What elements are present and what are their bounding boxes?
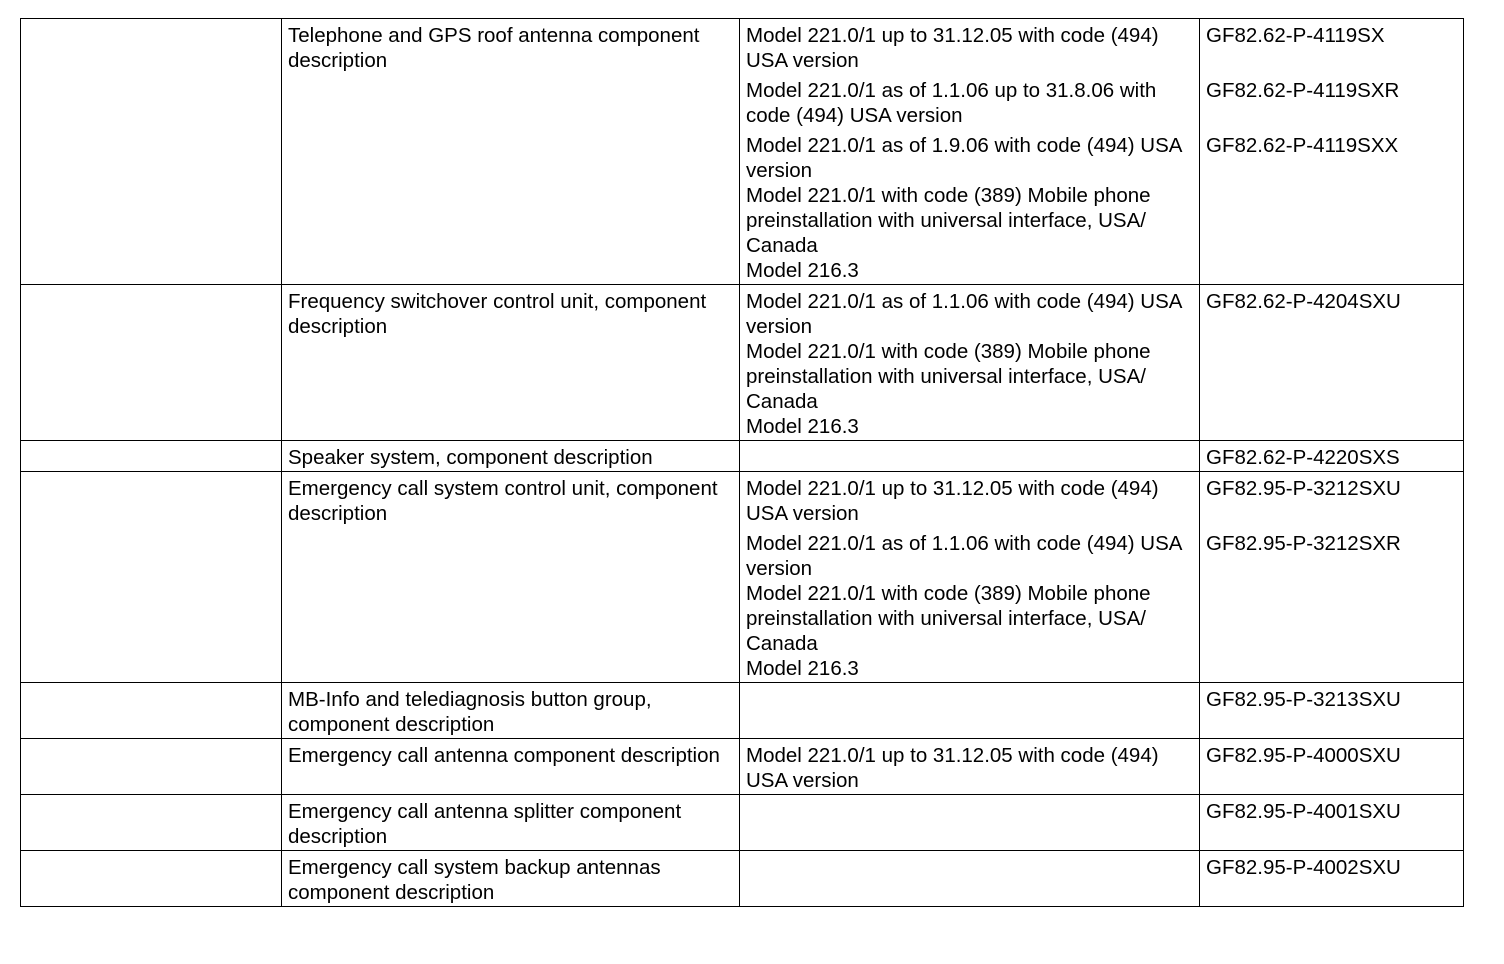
validity-cell [740, 795, 1200, 851]
document-number[interactable]: GF82.95-P-3212SXU [1206, 477, 1401, 500]
empty-cell [21, 19, 282, 285]
validity-cell [740, 851, 1200, 907]
validity-text: Model 221.0/1 as of 1.1.06 with code (494) USA version [746, 290, 1182, 338]
component-name-cell [282, 851, 740, 907]
component-name-cell [282, 19, 740, 285]
document-number[interactable]: GF82.95-P-4000SXU [1206, 744, 1401, 767]
empty-cell [21, 739, 282, 795]
component-name-cell [282, 441, 740, 472]
validity-cell [740, 441, 1200, 472]
document-number[interactable]: GF82.95-P-3212SXR [1206, 532, 1401, 555]
document-number-cell [1200, 851, 1464, 907]
table-row [21, 851, 1464, 907]
validity-text: Model 221.0/1 as of 1.1.06 with code (494) USA version [746, 532, 1182, 580]
validity-note: Model 221.0/1 with code (389) Mobile phone preinstallation with universal interface, USA/ Canada [746, 340, 1151, 413]
validity-note: Model 216.3 [746, 415, 859, 438]
document-number[interactable]: GF82.95-P-3213SXU [1206, 688, 1401, 711]
validity-text: Model 221.0/1 as of 1.9.06 with code (494) USA version [746, 134, 1182, 182]
document-number-cell [1200, 19, 1464, 285]
component-name-cell [282, 472, 740, 683]
component-description-table [20, 18, 1464, 907]
validity-cell [740, 472, 1200, 683]
component-name-cell [282, 739, 740, 795]
table-row [21, 795, 1464, 851]
document-number[interactable]: GF82.62-P-4204SXU [1206, 290, 1401, 313]
document-number-cell [1200, 739, 1464, 795]
table-row [21, 441, 1464, 472]
validity-cell [740, 683, 1200, 739]
component-name: Emergency call system backup antennas component description [288, 856, 661, 904]
component-name-cell [282, 795, 740, 851]
validity-note: Model 216.3 [746, 657, 859, 680]
document-number-cell [1200, 795, 1464, 851]
component-name: Speaker system, component description [288, 446, 653, 469]
document-number[interactable]: GF82.62-P-4220SXS [1206, 446, 1400, 469]
validity-cell [740, 19, 1200, 285]
empty-cell [21, 285, 282, 441]
document-number[interactable]: GF82.95-P-4002SXU [1206, 856, 1401, 879]
component-name: Frequency switchover control unit, component description [288, 290, 707, 338]
validity-text: Model 221.0/1 up to 31.12.05 with code (494) USA version [746, 744, 1159, 792]
component-name: Emergency call system control unit, component description [288, 477, 718, 525]
document-number[interactable]: GF82.62-P-4119SX [1206, 24, 1385, 47]
component-name: MB-Info and telediagnosis button group, component description [288, 688, 652, 736]
table-row [21, 683, 1464, 739]
empty-cell [21, 472, 282, 683]
validity-note: Model 216.3 [746, 259, 859, 282]
component-name: Emergency call antenna splitter component description [288, 800, 682, 848]
table-row [21, 19, 1464, 285]
document-number-cell [1200, 472, 1464, 683]
table-row [21, 472, 1464, 683]
document-number-cell [1200, 441, 1464, 472]
validity-note: Model 221.0/1 with code (389) Mobile phone preinstallation with universal interface, USA/ Canada [746, 184, 1151, 257]
document-number-cell [1200, 683, 1464, 739]
table-row [21, 739, 1464, 795]
validity-text: Model 221.0/1 up to 31.12.05 with code (494) USA version [746, 477, 1159, 525]
component-name-cell [282, 683, 740, 739]
component-name: Emergency call antenna component description [288, 744, 720, 767]
empty-cell [21, 683, 282, 739]
component-name-cell [282, 285, 740, 441]
validity-text: Model 221.0/1 as of 1.1.06 up to 31.8.06 with code (494) USA version [746, 79, 1157, 127]
validity-text: Model 221.0/1 up to 31.12.05 with code (494) USA version [746, 24, 1159, 72]
empty-cell [21, 441, 282, 472]
table-row [21, 285, 1464, 441]
validity-cell [740, 739, 1200, 795]
empty-cell [21, 795, 282, 851]
component-name: Telephone and GPS roof antenna component description [288, 24, 700, 72]
document-number[interactable]: GF82.95-P-4001SXU [1206, 800, 1401, 823]
document-number[interactable]: GF82.62-P-4119SXR [1206, 79, 1400, 102]
validity-note: Model 221.0/1 with code (389) Mobile phone preinstallation with universal interface, USA/ Canada [746, 582, 1151, 655]
document-number-cell [1200, 285, 1464, 441]
validity-cell [740, 285, 1200, 441]
document-number[interactable]: GF82.62-P-4119SXX [1206, 134, 1399, 157]
empty-cell [21, 851, 282, 907]
